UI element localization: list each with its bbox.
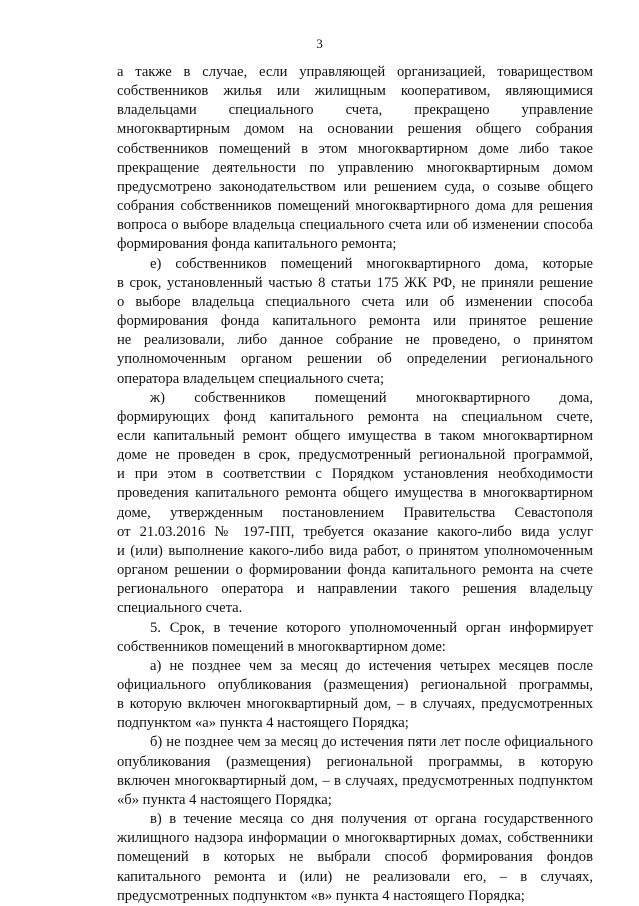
text-line: в) в течение месяца со дня получения от органа государственного <box>150 811 593 828</box>
text-line: собрания собственников помещений многоквартирного дома для решения <box>117 198 593 215</box>
text-line: доме не проведен в срок, предусмотренный региональной программой, <box>117 447 593 464</box>
text-line: собственников помещений в этом многоквартирном доме либо такое <box>117 140 593 157</box>
text-line: не реализовали, либо данное собрание не проведено, о принятом <box>117 332 593 349</box>
text-line: оператора владельцем специального счета; <box>117 370 385 387</box>
text-line: жилищного надзора информации о многоквартирных домах, собственники <box>117 830 593 847</box>
text-line: от 21.03.2016 № 197-ПП, требуется оказание какого-либо вида услуг <box>117 523 593 540</box>
text-line: б) не позднее чем за месяц до истечения пяти лет после официального <box>150 734 593 751</box>
text-line: доме, утвержденным постановлением Правительства Севастополя <box>117 504 593 521</box>
text-line: регионального оператора и направлении такого решения владельцу <box>117 581 593 598</box>
text-line: органом решении о формировании фонда капитального ремонта на счете <box>117 562 593 579</box>
text-line: а) не позднее чем за месяц до истечения четырех месяцев после <box>150 657 593 674</box>
text-line: ж) собственников помещений многоквартирного дома, <box>150 389 593 406</box>
page-number: 3 <box>316 36 323 51</box>
text-line: капитального ремонта и (или) не реализовали его, – в случаях, <box>117 868 593 885</box>
text-line: многоквартирным домом на основании решения общего собрания <box>117 121 593 138</box>
text-line: предусмотренных подпунктом «в» пункта 4 настоящего Порядка; <box>117 887 525 904</box>
text-line: и (или) выполнение какого-либо вида работ, о принятом уполномоченным <box>117 542 593 559</box>
text-line: а также в случае, если управляющей организацией, товариществом <box>117 64 593 80</box>
text-line: прекращение деятельности по управлению многоквартирным домом <box>117 159 593 176</box>
text-line: собственников помещений в многоквартирном доме: <box>117 638 446 655</box>
text-line: и при этом в соответствии с Порядком установления необходимости <box>117 466 593 483</box>
text-line: владельцами специального счета, прекращено управление <box>117 102 593 119</box>
text-line: проведения капитального ремонта общего имущества в многоквартирном <box>117 485 593 502</box>
text-line: помещений в которых не выбрали способ формирования фондов <box>117 849 593 866</box>
text-line: если капитальный ремонт общего имущества в таком многоквартирном <box>117 427 593 444</box>
text-line: специального счета. <box>117 600 243 617</box>
document-body <box>117 63 593 906</box>
text-line: уполномоченным органом решении об определении регионального <box>117 351 593 368</box>
text-line: включен многоквартирный дом, – в случаях, предусмотренных подпунктом <box>117 772 593 789</box>
text-line: в которую включен многоквартирный дом, – в случаях, предусмотренных <box>117 696 593 713</box>
text-line: е) собственников помещений многоквартирного дома, которые <box>150 255 593 272</box>
text-line: предусмотрено законодательством или решением суда, о созыве общего <box>117 178 593 195</box>
text-line: собственников жилья или жилищным кооперативом, являющимися <box>117 83 593 100</box>
text-line: в срок, установленный частью 8 статьи 175 ЖК РФ, не приняли решение <box>117 274 593 291</box>
text-line: «б» пункта 4 настоящего Порядка; <box>117 791 332 808</box>
text-line: вопроса о выборе владельца специального счета или об изменении способа <box>117 217 593 234</box>
text-line: формирующих фонд капитального ремонта на специальном счете, <box>117 408 593 425</box>
paragraph <box>117 389 593 619</box>
text-line: подпунктом «а» пункта 4 настоящего Порядка; <box>117 715 409 732</box>
paragraph <box>117 63 593 255</box>
text-line: 5. Срок, в течение которого уполномоченный орган информирует <box>150 619 593 636</box>
paragraph <box>117 810 593 906</box>
paragraph <box>117 255 593 389</box>
text-line: формирования фонда капитального ремонта; <box>117 236 397 253</box>
paragraph <box>117 619 593 657</box>
text-line: формирования фонда капитального ремонта или принятое решение <box>117 313 593 330</box>
paragraph <box>117 733 593 810</box>
paragraph <box>117 657 593 734</box>
text-line: официального опубликования (размещения) региональной программы, <box>117 677 593 693</box>
text-line: опубликования (размещения) региональной программы, в которую <box>117 753 593 770</box>
text-line: о выборе владельца специального счета или об изменении способа <box>117 293 593 310</box>
